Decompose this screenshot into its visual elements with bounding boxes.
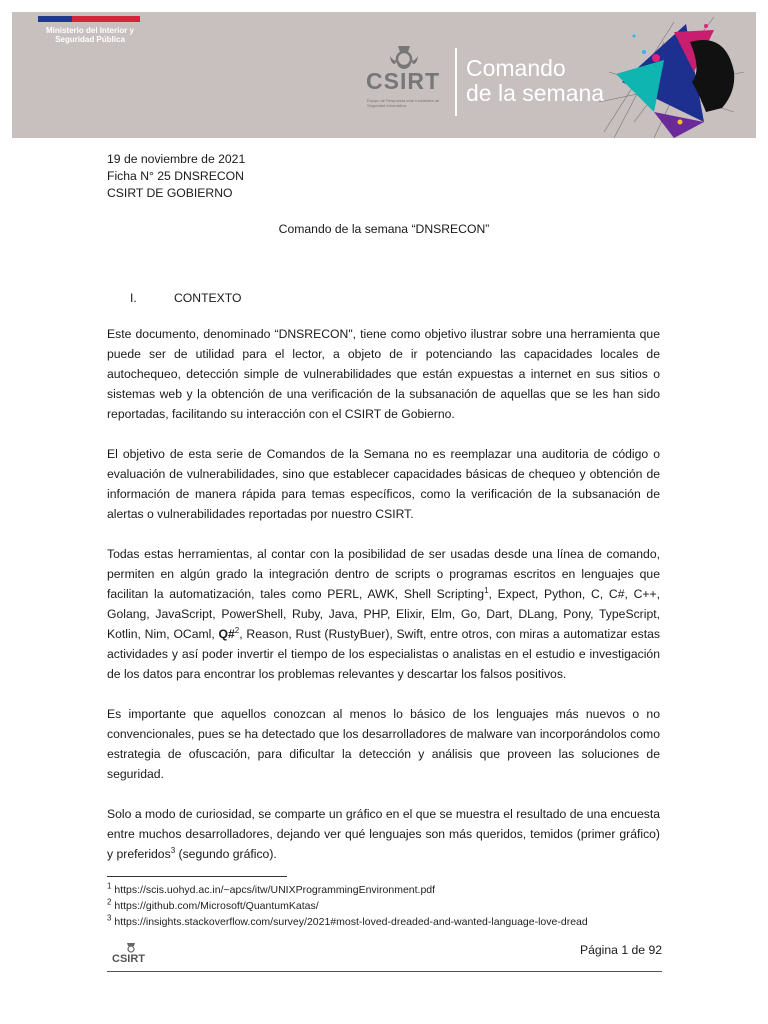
header-banner [12, 12, 756, 138]
document-date: 19 de noviembre de 2021 [107, 152, 246, 166]
footnote-1-link[interactable]: https://scis.uohyd.ac.in/~apcs/itw/UNIXProgrammingEnvironment.pdf [111, 884, 436, 896]
footnote-2: $^2$ https://github.com/Microsoft/QuantumKatas/ [107, 897, 319, 912]
footer-logo-text: CSIRT [112, 953, 145, 965]
paragraph-1: Este documento, denominado “DNSRECON", tiene como objetivo ilustrar sobre una herramienta que puede ser de utilidad para el lector, a objeto de ir potenciando las capacidades locales de autochequeo, detección simple de vulnerabilidades que están expuestas a internet en sus sitios o sistemas web y la obtención de una verificación de la subsanación de aquellas que se les han sido reportadas, facilitando su interacción con el CSIRT de Gobierno. [107, 327, 660, 421]
footnote-3: $^3$ https://insights.stackoverflow.com/survey/2021#most-loved-dreaded-and-wanted-language-love-dread [107, 913, 588, 928]
ministry-name: Ministerio del Interior y Seguridad Pública [45, 26, 134, 44]
paragraph-3-part-b: , Expect, Python, C, C#, C++, Golang, JavaScript, PowerShell, Ruby, Java, PHP, Elixir, Elm, Go, Dart, DLang, Pony, TypeScript, Kotlin, Nim, OCaml, [107, 587, 660, 641]
chile-flag-stripe [38, 16, 140, 22]
qsharp-term: Q# [218, 627, 235, 641]
paragraph-5-part-a: Solo a modo de curiosidad, se comparte un gráfico en el que se muestra el resultado de una encuesta entre muchos desarrolladores, dejando ver qué lenguajes son más queridos, temidos (primer gráfico) y preferidos [107, 807, 660, 861]
csirt-logo-subtitle: Equipo de Respuesta ante Incidentes de Seguridad Informática [367, 98, 440, 108]
footnote-1: $^1$ https://scis.uohyd.ac.in/~apcs/itw/UNIXProgrammingEnvironment.pdf [107, 881, 436, 896]
document-title: Comando de la semana “DNSRECON” [278, 222, 490, 236]
footnote-ref-2: 2 [234, 625, 240, 635]
document-ficha: Ficha N° 25 DNSRECON [107, 169, 244, 183]
paragraph-3-part-c: , Reason, Rust (RustyBuer), Swift, entre otros, con miras a automatizar estas actividades y así poder invertir el tiempo de los especialistas o analistas en el estudio e investigación de los datos para encontrar los problemas relevantes y descartar los falsos positivos. [107, 627, 660, 681]
paragraph-5-part-b: (segundo gráfico). [175, 847, 277, 861]
paragraph-3 [107, 544, 660, 684]
footnote-ref-3: 3 [170, 845, 176, 855]
footnote-separator [107, 876, 287, 877]
csirt-logo-text: CSIRT [366, 68, 440, 94]
section-title: CONTEXTO [174, 291, 242, 305]
paragraph-5 [107, 804, 660, 864]
paragraph-4: Es importante que aquellos conozcan al menos lo básico de los lenguajes más nuevos o no convencionales, pues se ha detectado que los desarrolladores de malware van incorporándolos como estrategia de ofuscación, para dificultar la detección y análisis que proveen las soluciones de seguridad. [107, 707, 660, 781]
section-number: I. [130, 291, 137, 305]
document-org: CSIRT DE GOBIERNO [107, 186, 233, 200]
hacker-face-illustration [594, 12, 756, 138]
footnotes [107, 882, 588, 930]
footnote-3-link[interactable]: https://insights.stackoverflow.com/survey/2021#most-loved-dreaded-and-wanted-language-love-dread [111, 916, 588, 928]
paragraph-2: El objetivo de esta serie de Comandos de la Semana no es reemplazar una auditoria de código o evaluación de vulnerabilidades, sino que establecer capacidades básicas de chequeo y obtención de información de manera rápida para temas específicos, como la verificación de la subsanación de alertas o vulnerabilidades reportadas por nuestro CSIRT. [107, 447, 660, 521]
document-meta [107, 151, 245, 202]
footnote-2-link[interactable]: https://github.com/Microsoft/QuantumKatas/ [111, 900, 319, 912]
comando-heading [466, 56, 604, 106]
page-number: Página 1 de 92 [580, 943, 662, 957]
footer-rule [107, 971, 662, 972]
comando-line-1: Comando [466, 55, 566, 81]
comando-line-2: de la semana [466, 80, 605, 106]
header-divider [455, 48, 457, 116]
footnote-ref-1: 1 [484, 585, 489, 595]
paragraph-3-part-a: Todas estas herramientas, al contar con la posibilidad de ser usadas desde una línea de comando, permiten en algún grado la integración dentro de scripts o programas escritos en lenguajes que facilitan la automatización, tales como PERL, AWK, Shell Scripting [107, 547, 660, 601]
